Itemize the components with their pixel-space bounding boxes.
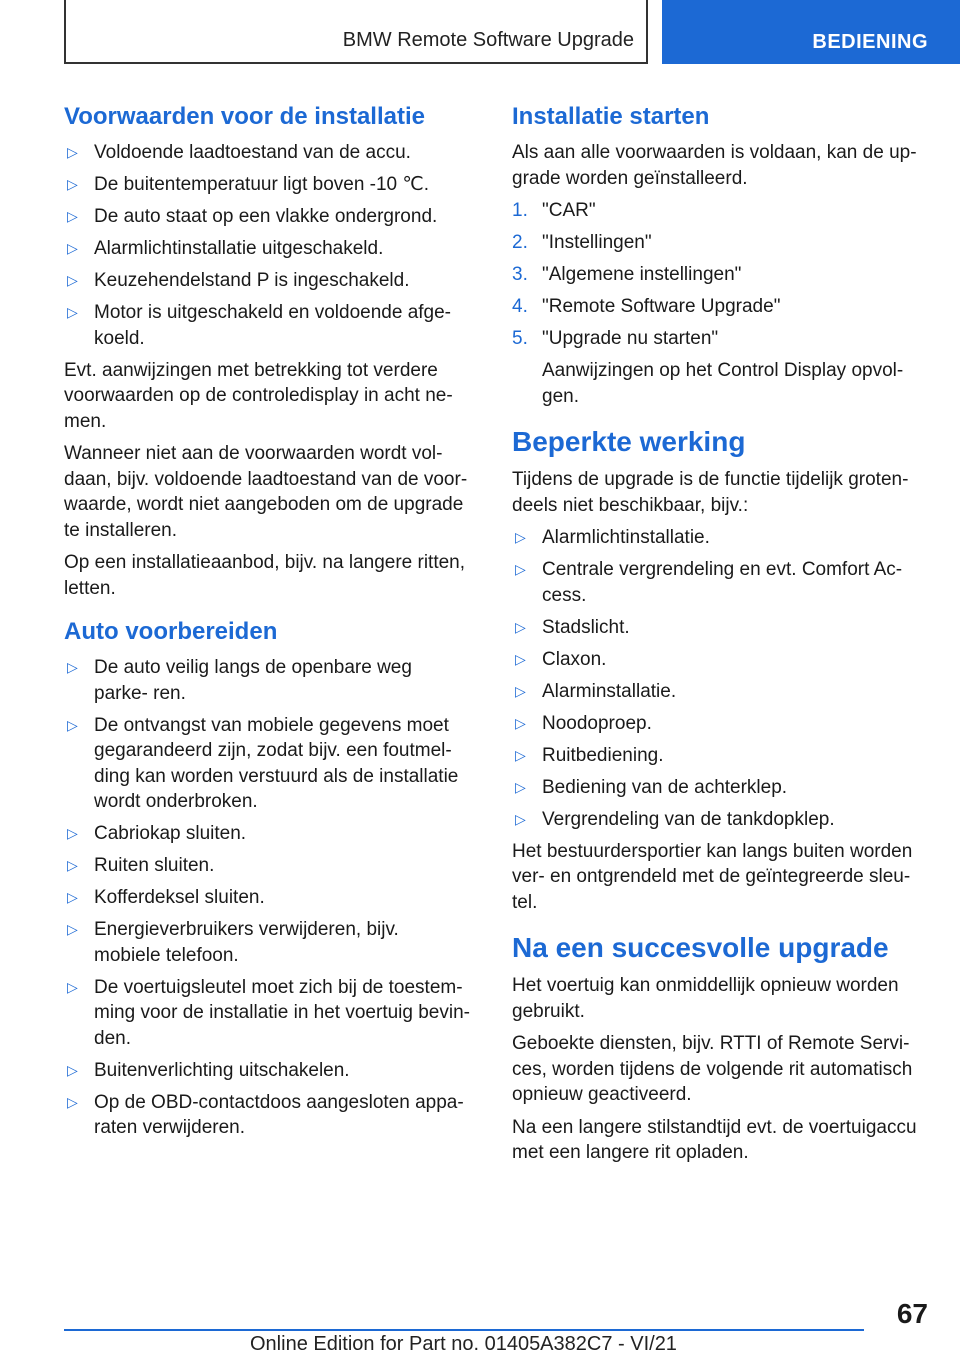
list-item [512,647,918,673]
triangle-bullet-icon: ▷ [67,978,78,995]
triangle-bullet-icon: ▷ [67,176,78,192]
list-item-text: Kofferdeksel sluiten. [94,887,265,908]
list-item-text: Voldoende laadtoestand van de accu. [94,142,411,163]
list-item-text: Alarmlichtinstallatie. [542,527,710,548]
triangle-bullet-icon: ▷ [515,529,526,545]
step-text: "Instellingen" [542,232,652,253]
list-item [512,557,918,608]
list-item [64,975,470,1052]
list-item-text: Keuzehendelstand P is ingeschakeld. [94,270,410,291]
paragraph: Wanneer niet aan de voorwaarden wordt vol‐ daan, bijv. voldoende laadtoestand van de voor‐ waarde, wordt niet aangeboden om de upgrade te installeren. [64,443,468,541]
triangle-bullet-icon: ▷ [67,716,78,733]
list-item [64,204,470,230]
triangle-bullet-icon: ▷ [67,272,78,288]
list-item [64,713,470,815]
triangle-bullet-icon: ▷ [67,857,78,873]
list-item [64,885,470,911]
list-item [64,140,470,166]
na-upgrade-paragraphs [512,973,918,1166]
list-item [64,172,470,198]
triangle-bullet-icon: ▷ [67,1061,78,1078]
step-text: "CAR" [542,200,596,221]
triangle-bullet-icon: ▷ [515,682,526,699]
paragraph: Geboekte diensten, bijv. RTTI of Remote Servi‐ ces, worden tijdens de volgende rit automatisch opnieuw geactiveerd. [512,1033,913,1105]
header-section-tab [662,0,960,64]
step-text: "Algemene instellingen" [542,264,742,285]
heading-installatie-starten: Installatie starten [512,103,710,130]
step-item [512,294,918,320]
triangle-bullet-icon: ▷ [67,144,78,160]
step-number: 1. [512,200,528,221]
installatie-steps [512,198,918,352]
step-item [512,198,918,224]
list-item [64,917,470,968]
list-item-text: Ruiten sluiten. [94,855,215,876]
step-number: 4. [512,296,528,317]
triangle-bullet-icon: ▷ [515,618,526,635]
list-item-text: De auto staat op een vlakke ondergrond. [94,206,438,227]
list-item [64,821,470,847]
voorbereiden-list [64,655,470,1141]
triangle-bullet-icon: ▷ [515,778,526,795]
list-item [512,615,918,641]
step-text: "Remote Software Upgrade" [542,296,781,317]
paragraph: Het voertuig kan onmiddellijk opnieuw worden gebruikt. [512,975,899,1022]
triangle-bullet-icon: ▷ [67,825,78,841]
heading-na-upgrade: Na een succesvolle upgrade [512,932,889,963]
triangle-bullet-icon: ▷ [515,714,526,731]
list-item-text: Cabriokap sluiten. [94,823,247,844]
triangle-bullet-icon: ▷ [515,561,526,577]
list-item-text: Ruitbediening. [542,744,664,766]
list-item-text: De auto veilig langs de openbare weg parke‐ ren. [94,657,412,704]
heading-auto-voorbereiden: Auto voorbereiden [64,618,278,645]
list-item-text: Alarminstallatie. [542,680,677,702]
voorwaarden-paragraphs [64,358,470,602]
list-item [64,853,470,879]
list-item-text: Bediening van de achterklep. [542,776,788,798]
triangle-bullet-icon: ▷ [67,889,78,905]
list-item [512,807,918,833]
triangle-bullet-icon: ▷ [67,921,78,937]
list-item-text: De buitentemperatuur ligt boven -10 ℃. [94,174,430,195]
list-item [64,1090,470,1141]
list-item-text: Motor is uitgeschakeld en voldoende afge‐ koeld. [94,302,452,349]
voorwaarden-list [64,140,470,351]
paragraph: Na een langere stilstandtijd evt. de voertuigaccu met een langere rit opladen. [512,1116,917,1163]
list-item [64,300,470,351]
list-item-text: Op de OBD-contactdoos aangesloten appa‐ raten verwijderen. [94,1091,464,1138]
list-item [64,268,470,294]
header-chapter-title: BMW Remote Software Upgrade [342,29,634,51]
list-item [512,743,918,769]
list-item [64,1058,470,1084]
list-item-text: Energieverbruikers verwijderen, bijv. mobiele telefoon. [94,919,399,966]
list-item-text: De voertuigsleutel moet zich bij de toestem‐ ming voor de installatie in het voertuig bevin‐ den. [94,976,470,1049]
paragraph: Op een installatieaanbod, bijv. na langere ritten, letten. [64,552,466,599]
list-item-text: Alarmlichtinstallatie uitgeschakeld. [94,238,384,259]
list-item-text: Claxon. [542,648,607,670]
header-section-title: BEDIENING [812,31,928,53]
page-number: 67 [896,1298,928,1329]
list-item [512,775,918,801]
triangle-bullet-icon: ▷ [67,304,78,320]
triangle-bullet-icon: ▷ [515,650,526,667]
step-number: 3. [512,264,528,285]
list-item [512,679,918,705]
heading-voorwaarden: Voorwaarden voor de installatie [64,103,425,130]
right-column [512,100,918,1173]
triangle-bullet-icon: ▷ [67,240,78,256]
list-item [64,236,470,262]
list-item [512,525,918,551]
triangle-bullet-icon: ▷ [67,1093,78,1110]
triangle-bullet-icon: ▷ [67,208,78,224]
triangle-bullet-icon: ▷ [67,659,78,675]
list-item [64,655,470,706]
beperkte-intro: Tijdens de upgrade is de functie tijdelijk groten‐ deels niet beschikbaar, bijv.: [512,469,909,516]
installatie-intro: Als aan alle voorwaarden is voldaan, kan de up‐ grade worden geïnstalleerd. [512,142,917,189]
heading-beperkte-werking: Beperkte werking [512,426,746,457]
header-chapter-box [64,0,648,64]
installatie-step-note: Aanwijzingen op het Control Display opvol‐ gen. [542,360,904,407]
list-item-text: Centrale vergrendeling en evt. Comfort Ac‐ cess. [542,559,903,606]
paragraph: Evt. aanwijzingen met betrekking tot verdere voorwaarden op de controledisplay in acht ne‐ men. [64,359,453,432]
list-item-text: Noodoproep. [542,712,652,734]
step-number: 5. [512,328,528,349]
footer-divider [64,1329,864,1331]
step-number: 2. [512,232,528,253]
step-text: "Upgrade nu starten" [542,328,719,349]
list-item [512,711,918,737]
beperkte-outro: Het bestuurdersportier kan langs buiten worden ver- en ontgrendeld met de geïntegreerde sleu‐ tel. [512,840,913,913]
list-item-text: Stadslicht. [542,616,630,638]
triangle-bullet-icon: ▷ [515,810,526,827]
list-item-text: De ontvangst van mobiele gegevens moet gegarandeerd zijn, zodat bijv. een foutmel‐ ding kan worden verstuurd als de installatie wordt onderbroken. [94,714,459,812]
step-item [512,230,918,256]
beperkte-list [512,525,918,832]
step-item [512,262,918,288]
footer-edition: Online Edition for Part no. 01405A382C7 - VI/21 [250,1333,677,1355]
list-item-text: Buitenverlichting uitschakelen. [94,1059,350,1081]
triangle-bullet-icon: ▷ [515,746,526,763]
step-item [512,326,918,352]
list-item-text: Vergrendeling van de tankdopklep. [542,808,835,830]
left-column [64,100,470,1147]
